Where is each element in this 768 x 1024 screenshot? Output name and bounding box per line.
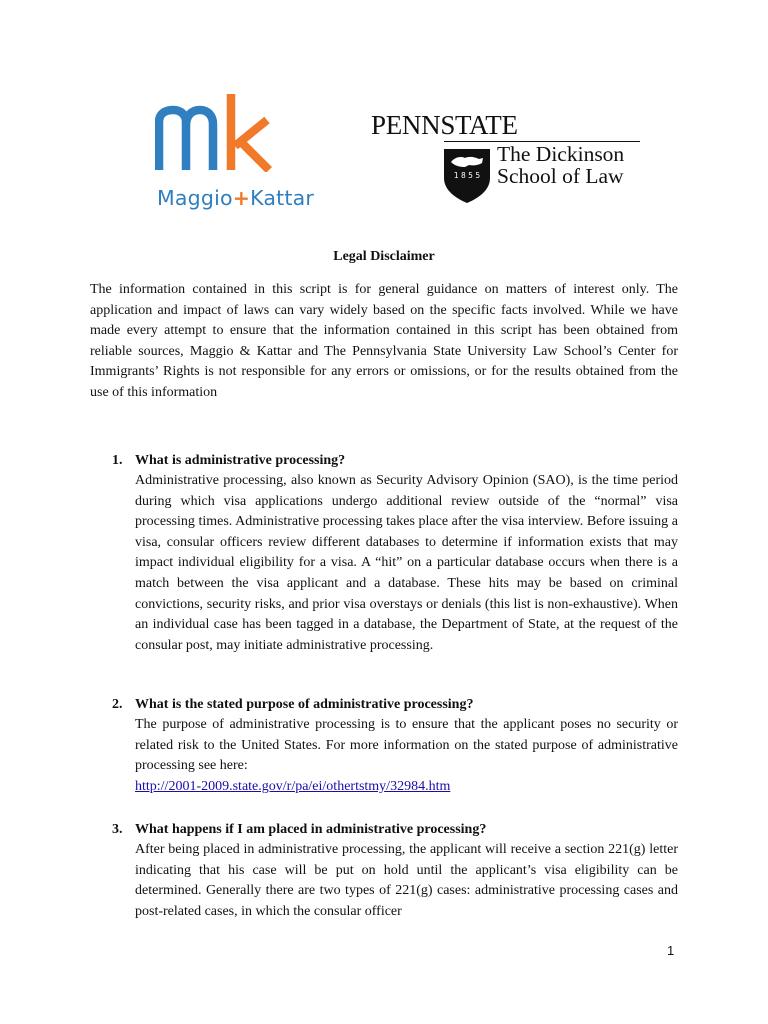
pennstate-dickinson-logo — [370, 110, 645, 210]
pennstate-wordmark: PENNSTATE — [371, 110, 518, 140]
school-line-2: School of Law — [497, 164, 624, 188]
question-3-answer: After being placed in administrative processing, the applicant will receive a section 221(g) letter indicating that his case will be put on hold until the applicant’s visa eligibility can be determined. Generally there are two types of 221(g) cases: administrative processing cases and post-related cases, in which the consular officer — [135, 842, 678, 919]
question-1-heading: What is administrative processing? — [135, 453, 346, 468]
question-3-heading: What happens if I am placed in administrative processing? — [135, 822, 487, 837]
school-name — [497, 143, 624, 187]
mk-monogram-k — [231, 94, 269, 170]
page-number: 1 — [667, 943, 675, 958]
question-2-heading: What is the stated purpose of administrative processing? — [135, 697, 474, 712]
question-2-number: 2. — [112, 697, 123, 712]
question-1-number: 1. — [112, 453, 123, 468]
mk-name: Maggio+Kattar — [157, 186, 315, 210]
question-1-answer: Administrative processing, also known as Security Advisory Opinion (SAO), is the time period during which visa applications undergo additional review outside of the “normal” visa processing times. Administrative processing takes place after the visa interview. Before issuing a visa, consular officers review different databases to determine if information exists that may impact individual eligibility for a visa. A “hit” on a particular database occurs when there is a match between the visa applicant and a database. These hits may be based on criminal convictions, security risks, and prior visa overstays or denials (this list is non-exhaustive). When an individual case has been tagged in a database, the Department of State, at the request of the consular post, may initiate administrative processing. — [135, 473, 678, 653]
school-line-1: The Dickinson — [497, 142, 625, 166]
mk-monogram — [155, 92, 275, 172]
maggio-kattar-logo — [155, 92, 355, 217]
state-gov-link[interactable]: http://2001-2009.state.gov/r/pa/ei/othertstmy/32984.htm — [135, 779, 451, 794]
shield-year: 1 8 5 5 — [453, 171, 481, 180]
nittany-lion-shield-icon — [443, 148, 491, 204]
disclaimer-paragraph: The information contained in this script is for general guidance on matters of interest only. The application and impact of laws can vary widely based on the specific facts involved. While we have made every attempt to ensure that the information contained in this script has been obtained from reliable sources, Maggio & Kattar and The Pennsylvania State University Law School’s Center for Immigrants’ Rights is not responsible for any errors or omissions, or for the results obtained from the use of this information — [90, 282, 678, 400]
document-title: Legal Disclaimer — [333, 249, 435, 264]
mk-monogram-m — [159, 110, 213, 170]
question-2-answer: The purpose of administrative processing is to ensure that the applicant poses no security or related risk to the United States. For more information on the stated purpose of administrative processing see here: — [135, 717, 678, 774]
question-3-number: 3. — [112, 822, 123, 837]
